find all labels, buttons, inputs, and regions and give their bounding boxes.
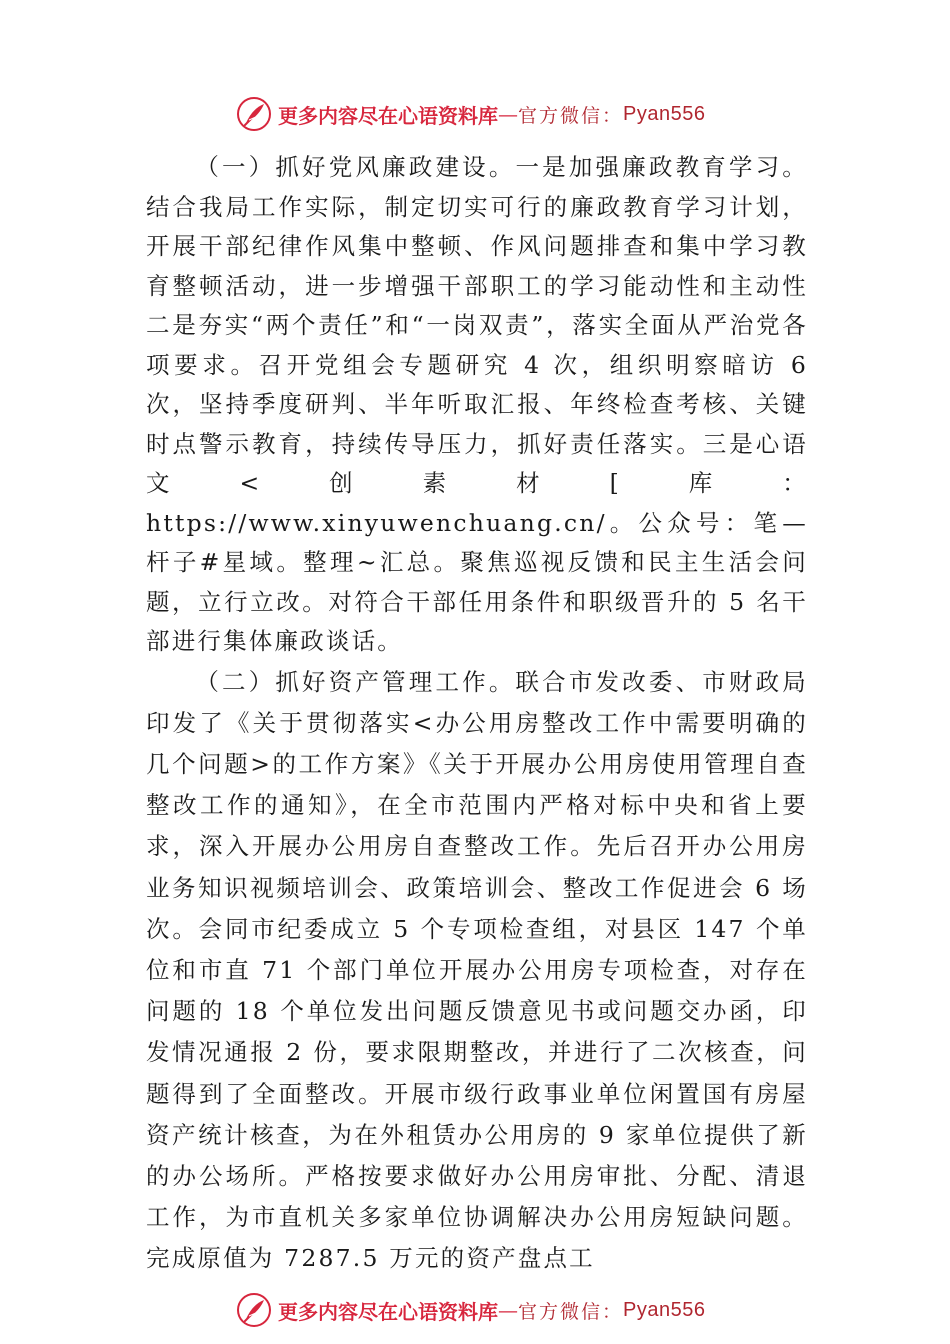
footer-banner[interactable] (236, 1290, 736, 1330)
banner-library-text: 更多内容尽在心语资料库 (278, 1299, 498, 1324)
paragraph-heading: （二）抓好资产管理工作。 (195, 667, 516, 696)
banner-dash: — (498, 102, 518, 126)
banner-wechat-id: Pyan556 (623, 1298, 706, 1321)
paragraph-party-conduct (146, 148, 808, 662)
banner-wechat-label: 官方微信： (518, 1300, 624, 1323)
banner-library-text: 更多内容尽在心语资料库 (278, 103, 498, 128)
banner-wechat-label: 官方微信： (518, 104, 624, 127)
document-body (146, 148, 808, 1280)
paragraph-text: 联合市发改委、市财政局印发了《关于贯彻落实<办公用房整改工作中需要明确的几个问题>的工作方案》《关于开展办公用房使用管理自查整改工作的通知》，在全市范围内严格对标中央和省上要求，深入开展办公用房自查整改工作。先后召开办公用房业务知识视频培训会、政策培训会、整改工作促进会 6 场次。会同市纪委成立 5 个专项检查组，对县区 147 个单位和市直 71 个部门单位开展办公用房专项检查，对存在问题的 18 个单位发出问题反馈意见书或问题交办函，印发情况通报 2 份，要求限期整改，并进行了二次核查，问题得到了全面整改。开展市级行政事业单位闲置国有房屋资产统计核查，为在外租赁办公用房的 9 家单位提供了新的办公场所。严格按要求做好办公用房审批、分配、清退工作，为市直机关多家单位协调解决办公用房短缺问题。完成原值为 7287.5 万元的资产盘点工 (146, 667, 808, 1273)
paragraph-text: 一是加强廉政教育学习。结合我局工作实际，制定切实可行的廉政教育学习计划，开展干部纪律作风集中整顿、作风问题排查和集中学习教育整顿活动，进一步增强干部职工的学习能动性和主动性二是夯实“两个责任”和“一岗双责”，落实全面从严治党各项要求。召开党组会专题研究 4 次，组织明察暗访 6 次，坚持季度研判、半年听取汇报、年终检查考核、关键时点警示教育，持续传导压力，抓好责任落实。三是心语文<创素材[库：https://www.xinyuwenchuang.cn/。公众号：笔—杆子#星域。整理~汇总。聚焦巡视反馈和民主生活会问题，立行立改。对符合干部任用条件和职级晋升的 5 名干部进行集体廉政谈话。 (146, 153, 808, 655)
banner-dash: — (498, 1298, 518, 1322)
banner-wechat-id: Pyan556 (623, 102, 706, 125)
feather-pen-icon (236, 1292, 272, 1328)
paragraph-heading: （一）抓好党风廉政建设。 (195, 153, 516, 181)
paragraph-asset-management (146, 662, 808, 1280)
header-banner[interactable] (236, 94, 736, 134)
feather-pen-icon (236, 96, 272, 132)
